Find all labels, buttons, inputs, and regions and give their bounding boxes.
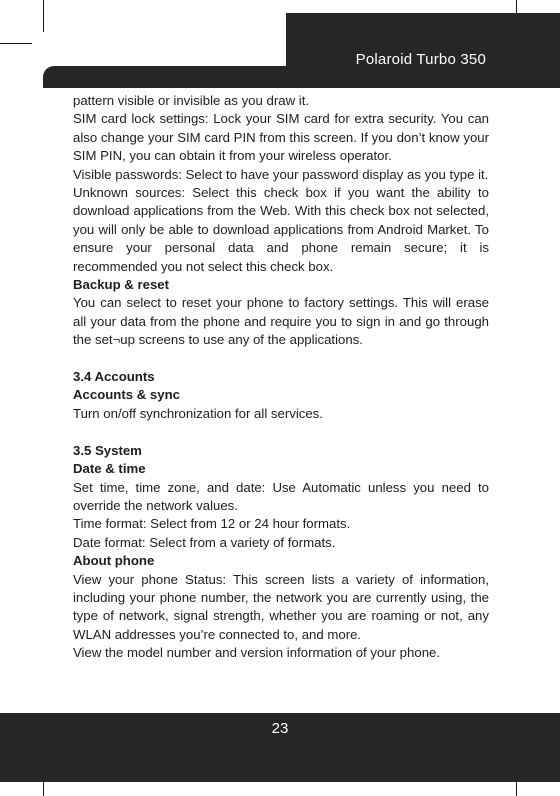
paragraph: Turn on/off synchronization for all services.	[73, 405, 323, 421]
paragraph: Date format: Select from a variety of formats.	[73, 534, 336, 550]
subheading: Accounts & sync	[73, 387, 180, 403]
section-heading: 3.4 Accounts	[73, 369, 155, 385]
paragraph: Set time, time zone, and date: Use Automatic unless you need to override the network values.	[73, 479, 489, 513]
header-title: Polaroid Turbo 350	[355, 51, 486, 68]
section-heading: 3.5 System	[73, 442, 142, 458]
paragraph: Time format: Select from 12 or 24 hour formats.	[73, 516, 351, 532]
paragraph: View the model number and version information of your phone.	[73, 645, 441, 661]
paragraph: Unknown sources: Select this check box if you want the ability to download applications from the Web. With this check box not selected, you will only be able to download applications from Android Market. To ensure your personal data and phone remain secure; it is recommended you not select this check box.	[73, 185, 489, 274]
subheading: Backup & reset	[73, 277, 170, 293]
paragraph: SIM card lock settings: Lock your SIM card for extra security. You can also change your SIM card PIN from this screen. If you don’t know your SIM PIN, you can obtain it from your wireless operator.	[73, 111, 489, 164]
crop-mark	[0, 43, 32, 44]
subheading: Date & time	[73, 461, 146, 477]
paragraph: pattern visible or invisible as you draw it.	[73, 93, 310, 108]
spacer	[73, 350, 489, 368]
crop-mark	[43, 0, 44, 32]
paragraph: Visible passwords: Select to have your password display as you type it.	[73, 166, 489, 182]
page-body	[73, 92, 489, 663]
paragraph: View your phone Status: This screen lists a variety of information, including your phone number, the network you are currently using, the type of network, signal strength, whether you are roaming or not, any WLAN addresses you’re connected to, and more.	[73, 571, 489, 642]
header-bar-tab	[43, 66, 303, 88]
page-number: 23	[271, 720, 289, 737]
spacer	[73, 423, 489, 441]
subheading: About phone	[73, 553, 155, 569]
paragraph: You can select to reset your phone to factory settings. This will erase all your data from the phone and require you to sign in and go through the set¬up screens to use any of the applications.	[73, 295, 489, 348]
